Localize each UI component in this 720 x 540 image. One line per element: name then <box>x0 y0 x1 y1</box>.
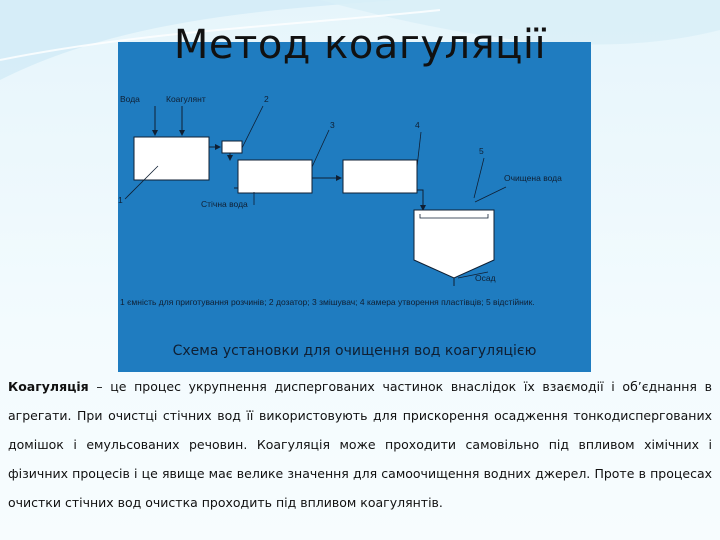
coagulation-scheme-diagram <box>118 42 591 372</box>
label-number-2: 2 <box>264 94 269 104</box>
slide-title: Метод коагуляції <box>173 22 547 68</box>
pointer-line-2 <box>242 106 263 148</box>
pointer-line-4 <box>417 132 421 167</box>
tank-1 <box>134 137 209 180</box>
label-number-5: 5 <box>479 146 484 156</box>
description-text: – це процес укрупнення диспергованих частинок внаслідок їх взаємодії і об’єднання в агрегати. При очистці стічних вод її використовують для прискорення осадження тонкодиспергованих домішок і емульсованих речовин. Коагуляція може проходити самовільно під впливом хімічних і фізичних процесів і це явище має велике значення для самоочищення водних джерел. Проте в процесах очистки стічних вод очистка проходить під впливом коагулянтів. <box>8 379 712 510</box>
mixer-3 <box>238 160 312 193</box>
diagram-legend: 1 ємність для приготування розчинів; 2 дозатор; 3 змішувач; 4 камера утворення пластівців; 5 відстійник. <box>120 297 535 307</box>
clean-water-pointer <box>475 187 506 202</box>
label-number-4: 4 <box>415 120 420 130</box>
diagram-caption: Схема установки для очищення вод коагуляцією <box>172 343 537 359</box>
term-coagulation: Коагуляція <box>8 379 89 394</box>
label-wastewater: Стічна вода <box>201 199 248 209</box>
dozer-2 <box>222 141 242 153</box>
pointer-line-5 <box>474 158 484 198</box>
pipe-chamber-to-settler <box>417 190 423 210</box>
label-number-1: 1 <box>118 195 123 205</box>
description-paragraph <box>8 372 712 517</box>
pointer-line-3 <box>312 130 329 167</box>
label-clean-water: Очищена вода <box>504 173 562 183</box>
label-number-3: 3 <box>330 120 335 130</box>
flocculation-chamber-4 <box>343 160 417 193</box>
label-sediment: Осад <box>475 273 496 283</box>
label-water: Вода <box>120 94 140 104</box>
label-coagulant: Коагулянт <box>166 94 206 104</box>
settler-5 <box>414 210 494 278</box>
